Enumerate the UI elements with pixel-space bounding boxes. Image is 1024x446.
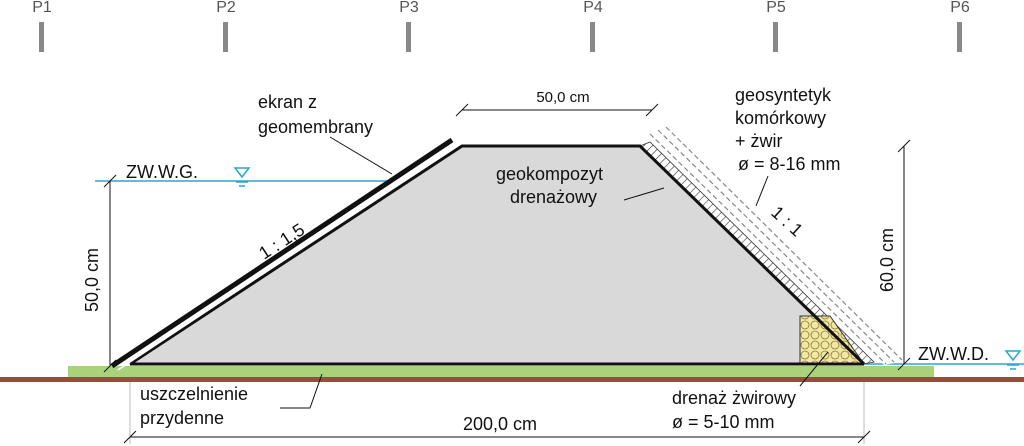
screen-label-line2: geomembrany — [258, 117, 374, 137]
upstream-water-symbol — [235, 168, 249, 186]
gravel-drain-line2: ø = 5-10 mm — [672, 412, 775, 432]
bottom-seal-line1: uszczelnienie — [140, 384, 249, 404]
geocell-line4: ø = 8-16 mm — [738, 154, 841, 174]
geocell-line3: + żwir — [735, 131, 783, 151]
height-left-label: 50,0 cm — [82, 247, 102, 312]
height-left-dimension — [104, 175, 116, 372]
probe-mark — [773, 22, 778, 52]
probe-mark — [406, 22, 411, 52]
probe-label: P2 — [216, 0, 236, 16]
geocell-leader — [756, 176, 768, 206]
probe-p1 — [32, 0, 52, 52]
probe-label: P3 — [399, 0, 419, 16]
screen-label-line1: ekran z — [258, 92, 318, 112]
geocell-line1: geosyntetyk — [735, 85, 832, 105]
probe-mark — [957, 22, 962, 52]
probe-mark — [223, 22, 228, 52]
ground-line — [0, 377, 1024, 382]
screen-leader — [330, 137, 392, 174]
height-right-dimension — [898, 140, 910, 370]
bottom-seal-line2: przydenne — [140, 408, 225, 428]
downstream-water-symbol — [1006, 351, 1020, 369]
probe-mark — [39, 22, 44, 52]
probe-p6 — [950, 0, 970, 52]
probe-p2 — [216, 0, 236, 52]
drain-composite-line1: geokompozyt — [496, 164, 604, 184]
upstream-level-label: ZW.W.G. — [126, 162, 198, 182]
height-right-label: 60,0 cm — [877, 227, 897, 292]
probe-p4 — [583, 0, 603, 52]
downstream-slope-label: 1 : 1 — [767, 202, 807, 241]
geocell-line2: komórkowy — [735, 108, 827, 128]
probe-p5 — [766, 0, 786, 52]
probe-p3 — [399, 0, 419, 52]
probe-markers — [32, 0, 970, 52]
crest-width-label: 50,0 cm — [536, 89, 590, 106]
probe-label: P5 — [766, 0, 786, 16]
drain-composite-line2: drenażowy — [510, 187, 598, 207]
probe-label: P1 — [32, 0, 52, 16]
downstream-level-label: ZW.W.D. — [918, 344, 989, 364]
base-width-label: 200,0 cm — [462, 414, 538, 434]
upstream-slope-label: 1 : 1,5 — [255, 219, 309, 264]
gravel-drain-line1: drenaż żwirowy — [672, 388, 797, 408]
probe-label: P4 — [583, 0, 603, 16]
probe-mark — [590, 22, 595, 52]
probe-label: P6 — [950, 0, 970, 16]
bottom-seal-layer — [68, 366, 934, 377]
